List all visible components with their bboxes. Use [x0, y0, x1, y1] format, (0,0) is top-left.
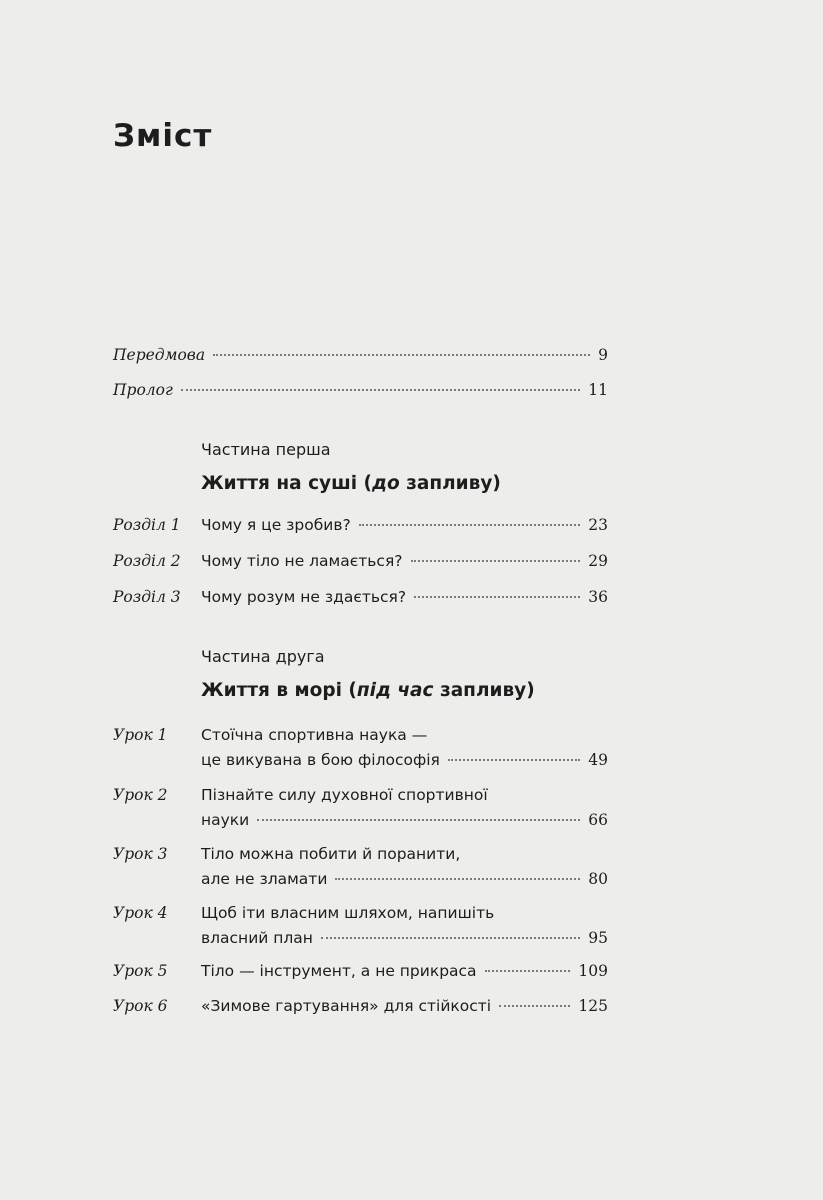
page-number: 29 — [588, 552, 608, 570]
entry-title-line1: Щоб іти власним шляхом, напишіть — [201, 904, 495, 922]
dot-leader — [411, 559, 581, 562]
part-two-label: Частина друга — [201, 647, 325, 666]
entry-title-line1: Стоїчна спортивна наука — — [201, 726, 428, 744]
dot-leader — [181, 388, 580, 391]
part-title-text: Життя на суші ( — [201, 473, 372, 494]
page-number: 95 — [588, 929, 608, 947]
dot-leader — [414, 595, 580, 598]
toc-entry-chapter-3[interactable] — [113, 588, 608, 648]
toc-entry-lesson-4[interactable] — [113, 904, 608, 964]
entry-label: Урок 5 — [113, 962, 168, 980]
entry-title-line2: власний план — [201, 929, 313, 947]
page-number: 80 — [588, 870, 608, 888]
part-one-title — [201, 473, 501, 494]
entry-label: Урок 4 — [113, 904, 168, 922]
entry-label: Розділ 2 — [113, 552, 181, 570]
toc-entry-lesson-2[interactable] — [113, 786, 608, 846]
page-number: 9 — [598, 346, 608, 364]
entry-title-line2: це викувана в бою філософія — [201, 751, 440, 769]
page-number: 66 — [588, 811, 608, 829]
entry-label: Пролог — [113, 381, 173, 399]
toc-entry-lesson-1[interactable] — [113, 726, 608, 786]
part-two-title — [201, 680, 535, 701]
dot-leader — [499, 1004, 570, 1007]
entry-label: Урок 2 — [113, 786, 168, 804]
entry-title-line1: Пізнайте силу духовної спортивної — [201, 786, 488, 804]
toc-entry-prologue[interactable] — [113, 381, 608, 441]
entry-label: Урок 3 — [113, 845, 168, 863]
entry-label: Розділ 1 — [113, 516, 181, 534]
entry-title: «Зимове гартування» для стійкості — [201, 997, 492, 1015]
page-number: 109 — [578, 962, 608, 980]
entry-title: Чому тіло не ламається? — [201, 552, 403, 570]
page-number: 125 — [578, 997, 608, 1015]
part-title-text: Життя в морі ( — [201, 680, 357, 701]
entry-title: Чому я це зробив? — [201, 516, 351, 534]
dot-leader — [321, 936, 580, 939]
dot-leader — [335, 877, 580, 880]
entry-label: Урок 6 — [113, 997, 168, 1015]
entry-label: Урок 1 — [113, 726, 168, 744]
toc-entry-lesson-6[interactable] — [113, 997, 608, 1057]
part-one-label: Частина перша — [201, 440, 331, 459]
page-title: Зміст — [113, 118, 213, 154]
part-title-italic: під час — [356, 680, 434, 701]
entry-title-line2: науки — [201, 811, 250, 829]
entry-title-line2: але не зламати — [201, 870, 328, 888]
dot-leader — [359, 523, 581, 526]
page-number: 36 — [588, 588, 608, 606]
dot-leader — [213, 353, 590, 356]
dot-leader — [485, 969, 571, 972]
part-title-text: запливу) — [399, 473, 501, 494]
part-title-italic: до — [372, 473, 400, 494]
entry-title: Тіло — інструмент, а не прикраса — [201, 962, 477, 980]
entry-title-line1: Тіло можна побити й поранити, — [201, 845, 461, 863]
page-number: 49 — [588, 751, 608, 769]
entry-title: Чому розум не здається? — [201, 588, 407, 606]
entry-label: Розділ 3 — [113, 588, 181, 606]
toc-entry-lesson-3[interactable] — [113, 845, 608, 905]
dot-leader — [257, 818, 580, 821]
page-number: 23 — [588, 516, 608, 534]
part-title-text: запливу) — [433, 680, 535, 701]
page-number: 11 — [588, 381, 608, 399]
entry-label: Передмова — [113, 346, 206, 364]
dot-leader — [448, 758, 580, 761]
